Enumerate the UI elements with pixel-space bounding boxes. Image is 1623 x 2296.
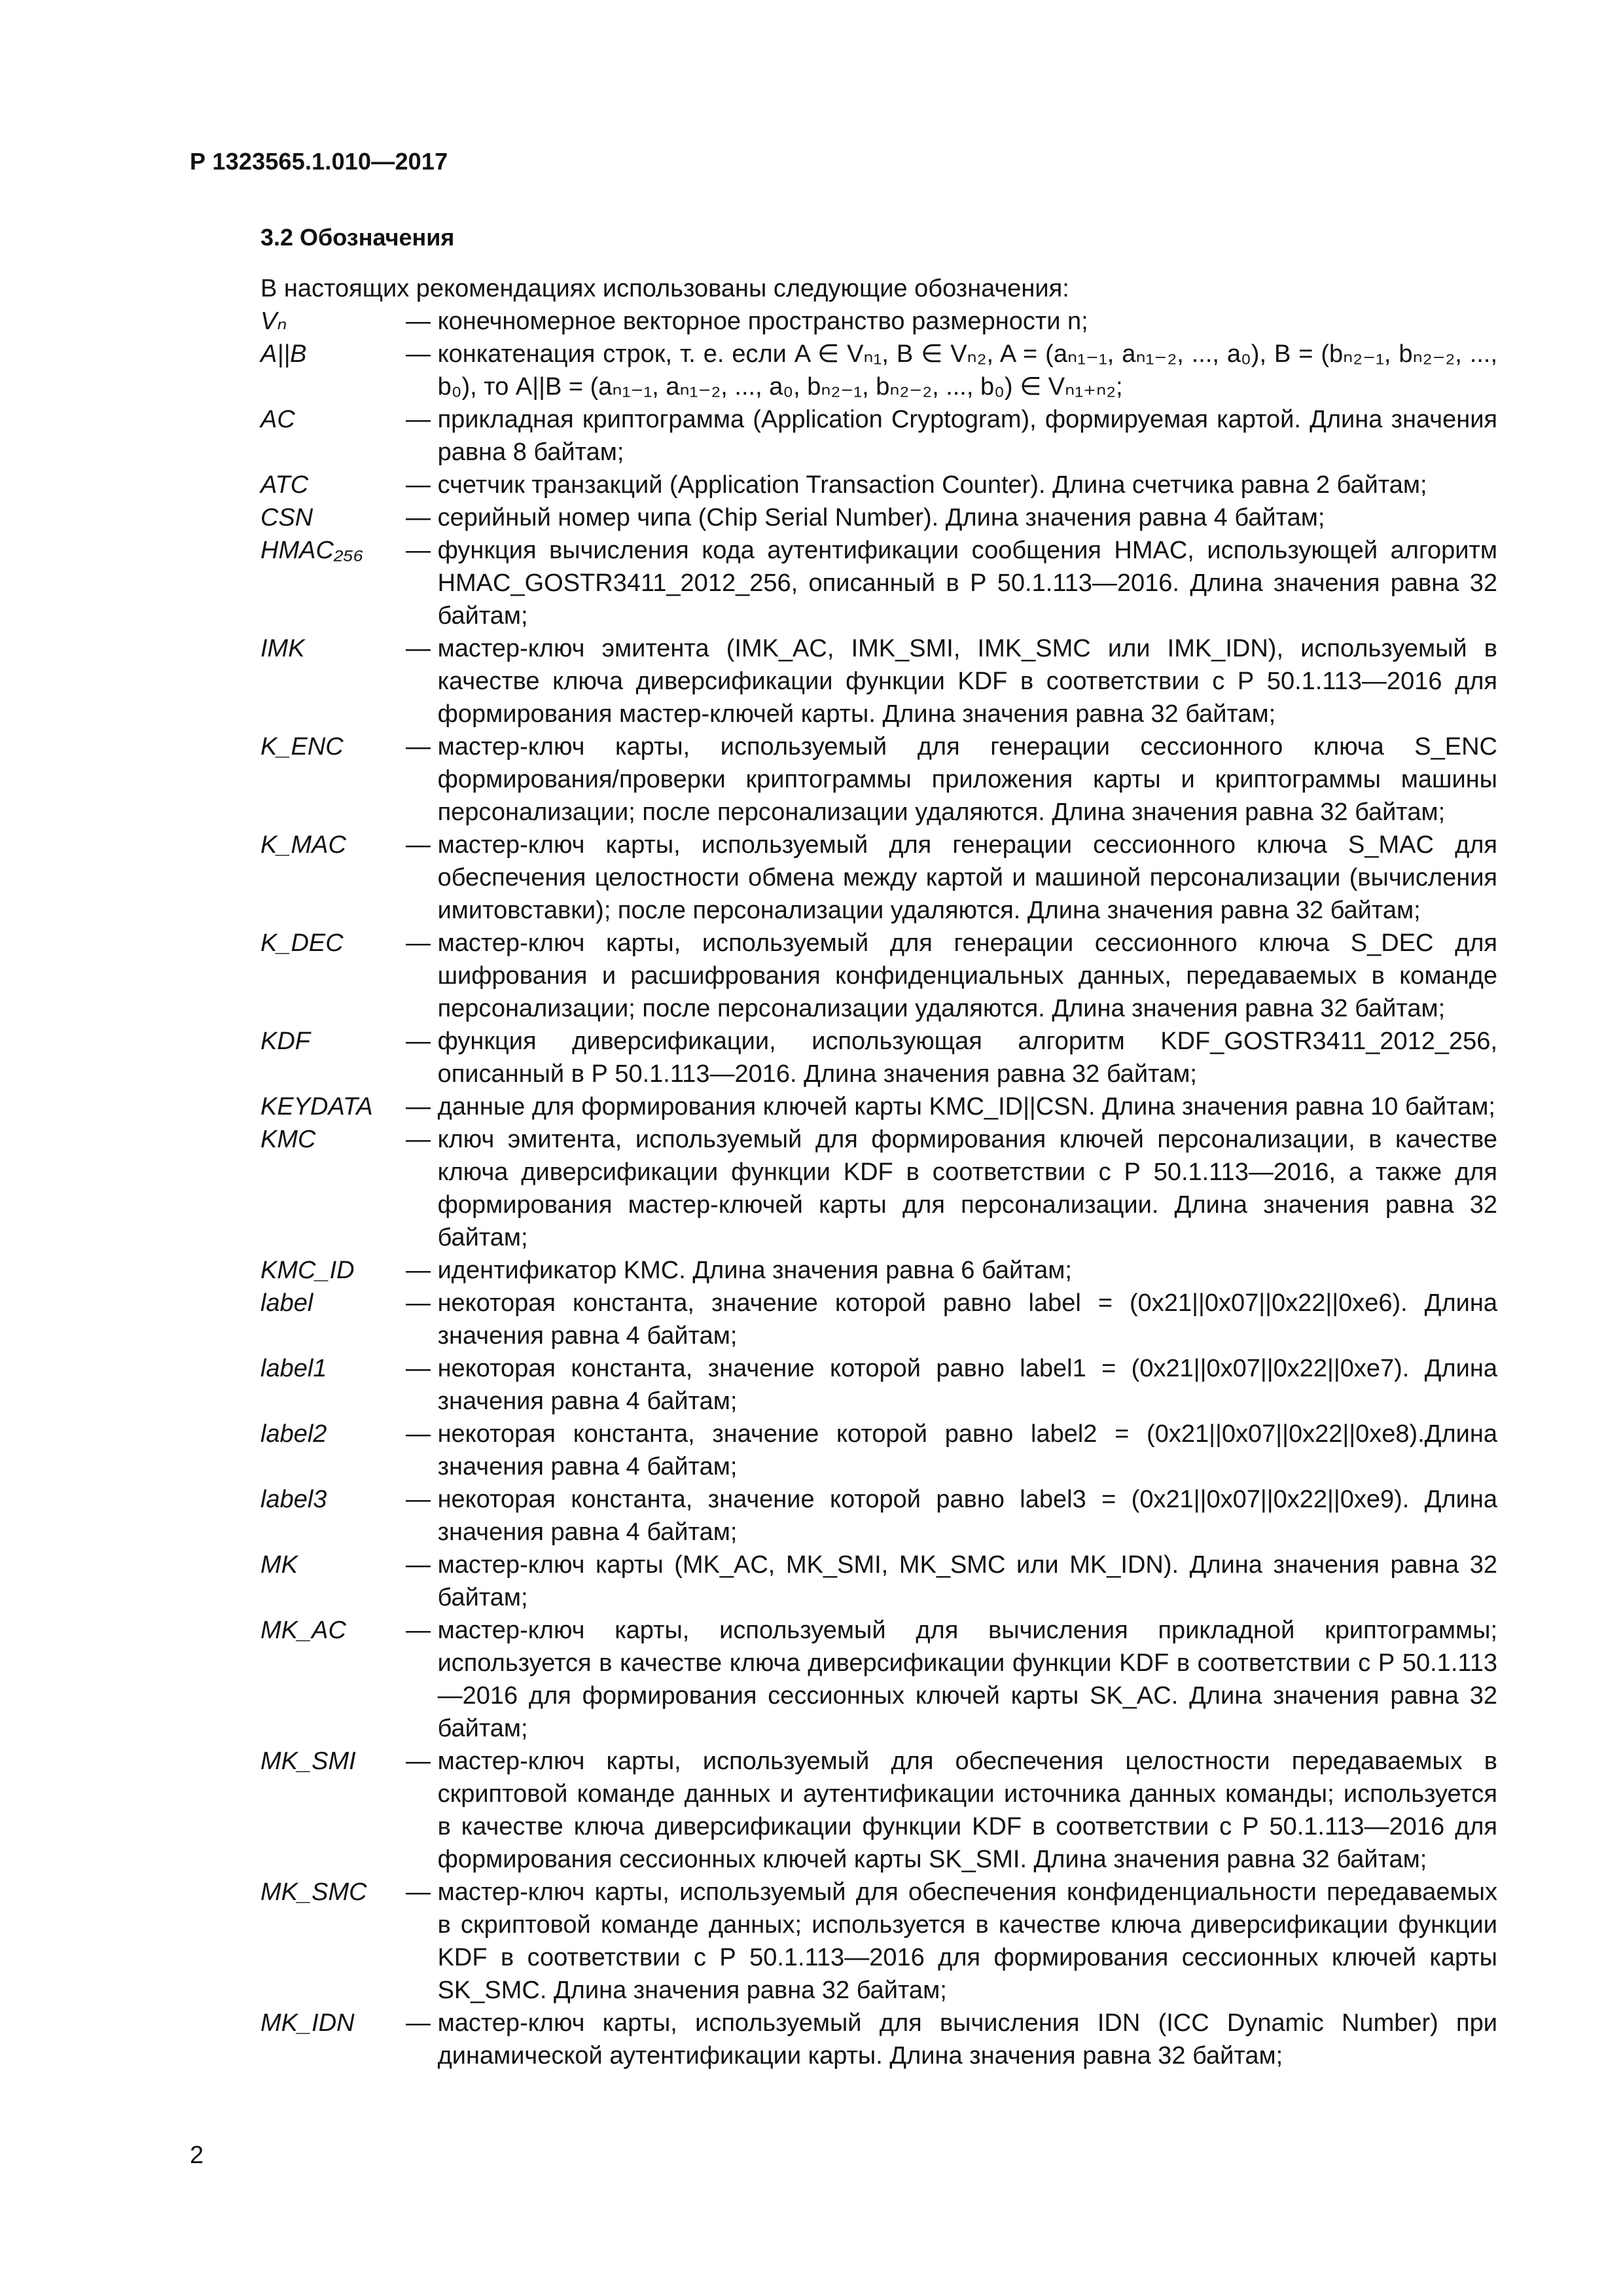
definition-dash: —	[406, 635, 438, 662]
definition-text: идентификатор KMC. Длина значения равна 6 байтам;	[437, 1257, 1072, 1284]
definition-row	[260, 469, 1497, 501]
definition-row	[260, 1745, 1497, 1876]
definition-term: KEYDATA	[260, 1093, 373, 1121]
definition-text: некоторая константа, значение которой равно label3 = (0x21||0x07||0x22||0xe9). Длина значения равна 4 байтам;	[437, 1486, 1497, 1546]
definition-text: функция вычисления кода аутентификации сообщения HMAC, использующей алгоритм HMAC_GOSTR3411_2012_256, описанный в Р 50.1.113—2016. Длина значения равна 32 байтам;	[437, 537, 1497, 630]
definition-text: мастер-ключ карты, используемый для вычисления прикладной криптограммы; используется в качестве ключа диверсификации функции KDF в соответствии с Р 50.1.113—2016 для формирования сессионных ключей карты SK_AC. Длина значения равна 32 байтам;	[437, 1617, 1497, 1742]
definition-term: MK_AC	[260, 1617, 346, 1644]
definition-dash: —	[406, 1551, 438, 1579]
definition-dash: —	[406, 1748, 438, 1775]
definition-dash: —	[406, 340, 438, 368]
document-code: Р 1323565.1.010—2017	[190, 148, 448, 175]
definition-text: конкатенация строк, т. е. если A ∈ Vₙ₁, B ∈ Vₙ₂, A = (aₙ₁₋₁, aₙ₁₋₂, ..., a₀), B = (bₙ₂₋₁, bₙ₂₋₂, ..., b₀), то A||B = (aₙ₁₋₁, aₙ₁₋₂, ..., a₀, bₙ₂₋₁, bₙ₂₋₂, ..., b₀) ∈ Vₙ₁₊ₙ₂;	[437, 340, 1497, 401]
definition-row	[260, 1352, 1497, 1418]
definition-text: мастер-ключ карты, используемый для вычисления IDN (ICC Dynamic Number) при динамической аутентификации карты. Длина значения равна 32 байтам;	[437, 2009, 1497, 2070]
definition-text: мастер-ключ карты, используемый для генерации сессионного ключа S_DEC для шифрования и расшифрования конфиденциальных данных, передаваемых в команде персонализации; после персонализации удаляются. Длина значения равна 32 байтам;	[437, 929, 1497, 1022]
definition-term: K_DEC	[260, 929, 344, 957]
definition-dash: —	[406, 504, 438, 531]
definition-term: Vₙ	[260, 308, 287, 335]
definition-dash: —	[406, 406, 438, 433]
page-number: 2	[190, 2142, 204, 2169]
definition-text: счетчик транзакций (Application Transaction Counter). Длина счетчика равна 2 байтам;	[437, 471, 1427, 499]
definition-text: мастер-ключ карты, используемый для генерации сессионного ключа S_ENC формирования/проверки криптограммы приложения карты и криптограммы машины персонализации; после персонализации удаляются. Длина значения равна 32 байтам;	[437, 733, 1497, 826]
definition-term: MK_SMC	[260, 1878, 367, 1906]
definition-text: ключ эмитента, используемый для формирования ключей персонализации, в качестве ключа диверсификации функции KDF в соответствии с Р 50.1.113—2016, а также для формирования мастер-ключей карты для персонализации. Длина значения равна 32 байтам;	[437, 1126, 1497, 1251]
definition-row	[260, 1254, 1497, 1287]
definition-row	[260, 1123, 1497, 1254]
definition-term: IMK	[260, 635, 305, 662]
definition-row	[260, 927, 1497, 1025]
definition-row	[260, 305, 1497, 338]
definition-term: KMC_ID	[260, 1257, 355, 1284]
definition-term: label1	[260, 1355, 327, 1382]
definition-dash: —	[406, 929, 438, 957]
definition-text: прикладная криптограмма (Application Cryptogram), формируемая картой. Длина значения равна 8 байтам;	[437, 406, 1497, 466]
definition-dash: —	[406, 733, 438, 761]
definition-dash: —	[406, 2009, 438, 2037]
definition-text: конечномерное векторное пространство размерности n;	[437, 308, 1088, 335]
definition-dash: —	[406, 537, 438, 564]
definition-dash: —	[406, 1878, 438, 1906]
definition-term: MK_IDN	[260, 2009, 355, 2037]
definition-row	[260, 403, 1497, 469]
definition-row	[260, 1418, 1497, 1483]
definition-text: мастер-ключ карты, используемый для обеспечения конфиденциальности передаваемых в скриптовой команде данных; используется в качестве ключа диверсификации функции KDF в соответствии с Р 50.1.113—2016 для формирования сессионных ключей карты SK_SMC. Длина значения равна 32 байтам;	[437, 1878, 1497, 2004]
definition-dash: —	[406, 1420, 438, 1448]
definition-text: серийный номер чипа (Chip Serial Number). Длина значения равна 4 байтам;	[437, 504, 1325, 531]
definition-dash: —	[406, 1126, 438, 1153]
definition-row	[260, 1549, 1497, 1614]
definition-text: мастер-ключ карты (MK_AC, MK_SMI, MK_SMC или MK_IDN). Длина значения равна 32 байтам;	[437, 1551, 1497, 1611]
definition-term: label	[260, 1289, 313, 1317]
definition-text: данные для формирования ключей карты KMC_ID||CSN. Длина значения равна 10 байтам;	[437, 1093, 1495, 1121]
definition-row	[260, 338, 1497, 403]
definition-term: AC	[260, 406, 295, 433]
definition-term: A||B	[260, 340, 307, 368]
definition-row	[260, 501, 1497, 534]
definition-row	[260, 730, 1497, 829]
definition-term: MK	[260, 1551, 298, 1579]
definition-dash: —	[406, 1486, 438, 1513]
definition-row	[260, 1614, 1497, 1745]
definition-dash: —	[406, 1289, 438, 1317]
definition-dash: —	[406, 1257, 438, 1284]
definition-dash: —	[406, 471, 438, 499]
definition-text: мастер-ключ карты, используемый для генерации сессионного ключа S_MAC для обеспечения целостности обмена между картой и машиной персонализации (вычисления имитовставки); после персонализации удаляются. Длина значения равна 32 байтам;	[437, 831, 1497, 924]
definition-term: label2	[260, 1420, 327, 1448]
definitions-list	[260, 305, 1497, 2072]
definition-term: CSN	[260, 504, 313, 531]
definition-row	[260, 632, 1497, 730]
definition-dash: —	[406, 831, 438, 859]
definition-dash: —	[406, 1355, 438, 1382]
definition-term: KMC	[260, 1126, 316, 1153]
definition-row	[260, 1025, 1497, 1090]
definition-term: KDF	[260, 1028, 310, 1055]
definition-text: некоторая константа, значение которой равно label1 = (0x21||0x07||0x22||0xe7). Длина значения равна 4 байтам;	[437, 1355, 1497, 1415]
definition-row	[260, 534, 1497, 632]
definition-text: некоторая константа, значение которой равно label2 = (0x21||0x07||0x22||0xe8).Длина значения равна 4 байтам;	[437, 1420, 1497, 1480]
section-intro: В настоящих рекомендациях использованы следующие обозначения:	[260, 275, 1069, 302]
section-heading: 3.2 Обозначения	[260, 224, 455, 251]
definition-dash: —	[406, 1617, 438, 1644]
definition-text: мастер-ключ карты, используемый для обеспечения целостности передаваемых в скриптовой команде данных и аутентификации источника данных команды; используется в качестве ключа диверсификации функции KDF в соответствии с Р 50.1.113—2016 для формирования сессионных ключей карты SK_SMI. Длина значения равна 32 байтам;	[437, 1748, 1497, 1873]
definition-row	[260, 1876, 1497, 2007]
definition-row	[260, 1483, 1497, 1549]
definition-row	[260, 829, 1497, 927]
definition-dash: —	[406, 308, 438, 335]
definition-dash: —	[406, 1093, 438, 1121]
definition-term: K_MAC	[260, 831, 346, 859]
definition-text: мастер-ключ эмитента (IMK_AC, IMK_SMI, IMK_SMC или IMK_IDN), используемый в качестве ключа диверсификации функции KDF в соответствии с Р 50.1.113—2016 для формирования мастер-ключей карты. Длина значения равна 32 байтам;	[437, 635, 1497, 728]
definition-term: K_ENC	[260, 733, 344, 761]
definition-text: функция диверсификации, использующая алгоритм KDF_GOSTR3411_2012_256, описанный в Р 50.1.113—2016. Длина значения равна 32 байтам;	[437, 1028, 1497, 1088]
definition-text: некоторая константа, значение которой равно label = (0x21||0x07||0x22||0xe6). Длина значения равна 4 байтам;	[437, 1289, 1497, 1350]
definition-term: MK_SMI	[260, 1748, 356, 1775]
definition-term: ATC	[260, 471, 309, 499]
definition-row	[260, 1287, 1497, 1352]
definition-term: label3	[260, 1486, 327, 1513]
definition-dash: —	[406, 1028, 438, 1055]
definition-row	[260, 2007, 1497, 2072]
definition-term: HMAC₂₅₆	[260, 537, 363, 564]
definition-row	[260, 1090, 1497, 1123]
